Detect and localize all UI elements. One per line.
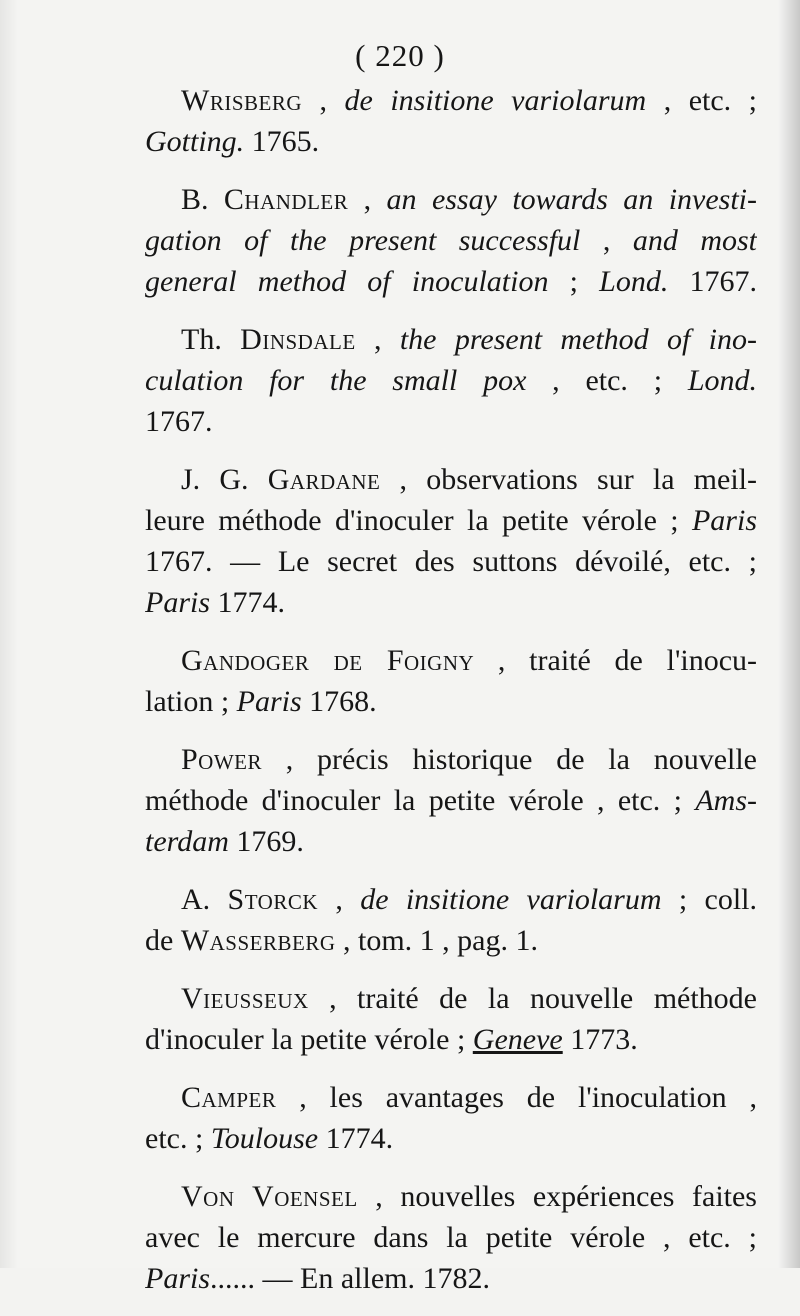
author-name: Chandler xyxy=(223,183,349,216)
text-segment: , tom. 1 , pag. 1. xyxy=(335,924,539,957)
entry-line xyxy=(145,1258,757,1299)
italic-title: gation of the present successful xyxy=(145,224,581,257)
italic-title: Paris xyxy=(236,685,302,718)
author-name: Camper xyxy=(181,1081,277,1114)
bibliography-entry xyxy=(145,640,757,722)
entry-line xyxy=(145,80,757,121)
text-segment: de xyxy=(145,924,181,957)
author-name: Gardane xyxy=(267,463,381,496)
text-segment: 1768. xyxy=(301,685,377,718)
text-segment: 1774. xyxy=(210,586,286,619)
bibliography-entry xyxy=(145,739,757,862)
italic-title: Paris xyxy=(691,504,757,537)
text-segment: ...... — En allem. 1782. xyxy=(210,1262,490,1295)
text-segment: Th. xyxy=(181,323,241,356)
entry-line xyxy=(145,879,757,920)
bibliography-entry xyxy=(145,80,757,162)
text-segment: , les avantages de l'inoculation , xyxy=(276,1081,757,1114)
entry-line xyxy=(145,640,757,681)
text-segment: 1767. xyxy=(145,405,213,438)
entry-line xyxy=(145,541,757,582)
entry-line xyxy=(145,582,757,623)
italic-title: Lond. xyxy=(687,364,757,397)
entry-line xyxy=(145,459,757,500)
text-segment: lation ; xyxy=(145,685,237,718)
entry-line xyxy=(145,500,757,541)
italic-title: an essay towards an investi- xyxy=(386,183,757,216)
italic-title: the present method of ino- xyxy=(399,323,757,356)
page-gutter-shadow xyxy=(0,0,18,1268)
page-edge-shadow xyxy=(778,0,800,1268)
text-segment: 1774. xyxy=(318,1122,394,1155)
entry-line xyxy=(145,1077,757,1118)
entry-line xyxy=(145,319,757,360)
italic-title: culation for the small pox xyxy=(145,364,527,397)
text-segment: d'inoculer la petite vérole ; xyxy=(145,1023,473,1056)
text-segment: avec le mercure dans la petite vérole , etc. ; xyxy=(145,1221,757,1254)
italic-title: Gotting. xyxy=(145,125,245,158)
italic-title: Paris xyxy=(145,586,211,619)
entry-line xyxy=(145,179,757,220)
italic-title: de insitione variolarum xyxy=(344,84,647,117)
text-segment: , traité de l'inocu- xyxy=(474,644,757,677)
entry-line xyxy=(145,220,757,261)
entry-line xyxy=(145,1019,757,1060)
text-segment: 1767. xyxy=(668,265,757,298)
italic-title: general method of inoculation xyxy=(145,265,549,298)
entry-line xyxy=(145,1118,757,1159)
text-segment: , précis historique de la nouvelle xyxy=(262,743,757,776)
author-name: Von Voensel xyxy=(181,1180,358,1213)
author-name: Dinsdale xyxy=(240,323,356,356)
italic-title: terdam xyxy=(145,825,229,858)
entry-line xyxy=(145,261,757,302)
text-segment: , nouvelles expériences faites xyxy=(357,1180,757,1213)
text-segment: , xyxy=(348,183,387,216)
italic-title: Paris xyxy=(145,1262,211,1295)
entry-line xyxy=(145,821,757,862)
entry-line xyxy=(145,401,757,442)
entry-line xyxy=(145,780,757,821)
text-segment: , xyxy=(318,883,361,916)
entry-line xyxy=(145,1217,757,1258)
bibliography-text xyxy=(145,80,757,1316)
text-segment: , xyxy=(302,84,345,117)
text-segment: 1769. xyxy=(228,825,304,858)
text-segment: , traité de la nouvelle méthode xyxy=(308,982,757,1015)
entry-line xyxy=(145,360,757,401)
text-segment: méthode d'inoculer la petite vérole , etc. ; xyxy=(145,784,696,817)
author-name: Power xyxy=(181,743,263,776)
text-segment: 1765. xyxy=(244,125,320,158)
bibliography-entry xyxy=(145,978,757,1060)
text-segment: 1767. — Le secret des suttons dévoilé, etc. ; xyxy=(145,545,757,578)
author-name: Gandoger de Foigny xyxy=(181,644,475,677)
text-segment: ; xyxy=(548,265,600,298)
italic-title: Ams- xyxy=(695,784,757,817)
entry-line xyxy=(145,1176,757,1217)
author-name: Wasserberg xyxy=(180,924,336,957)
bibliography-entry xyxy=(145,319,757,442)
italic-title: Geneve xyxy=(472,1023,563,1056)
text-segment: , etc. ; xyxy=(646,84,757,117)
text-segment: , xyxy=(355,323,400,356)
bibliography-entry xyxy=(145,1077,757,1159)
page-number: ( 220 ) xyxy=(355,38,445,73)
text-segment: , xyxy=(580,224,633,257)
text-segment: A. xyxy=(181,883,228,916)
text-segment: etc. ; xyxy=(145,1122,211,1155)
author-name: Vieusseux xyxy=(181,982,309,1015)
text-segment: B. xyxy=(181,183,224,216)
italic-title: de insitione variolarum xyxy=(360,883,662,916)
text-segment: , observations sur la meil- xyxy=(380,463,757,496)
text-segment: leure méthode d'inoculer la petite vérole ; xyxy=(145,504,692,537)
bibliography-entry xyxy=(145,1176,757,1299)
entry-line xyxy=(145,739,757,780)
entry-line xyxy=(145,681,757,722)
entry-line xyxy=(145,920,757,961)
italic-title: and most xyxy=(632,224,757,257)
author-name: Wrisberg xyxy=(181,84,303,117)
text-segment: 1773. xyxy=(562,1023,638,1056)
entry-line xyxy=(145,121,757,162)
italic-title: Toulouse xyxy=(210,1122,319,1155)
author-name: Storck xyxy=(227,883,318,916)
entry-line xyxy=(145,978,757,1019)
text-segment: ; coll. xyxy=(661,883,757,916)
bibliography-entry xyxy=(145,459,757,623)
bibliography-entry xyxy=(145,879,757,961)
text-segment: J. G. xyxy=(181,463,268,496)
italic-title: Lond. xyxy=(599,265,669,298)
text-segment: , etc. ; xyxy=(526,364,688,397)
bibliography-entry xyxy=(145,179,757,302)
